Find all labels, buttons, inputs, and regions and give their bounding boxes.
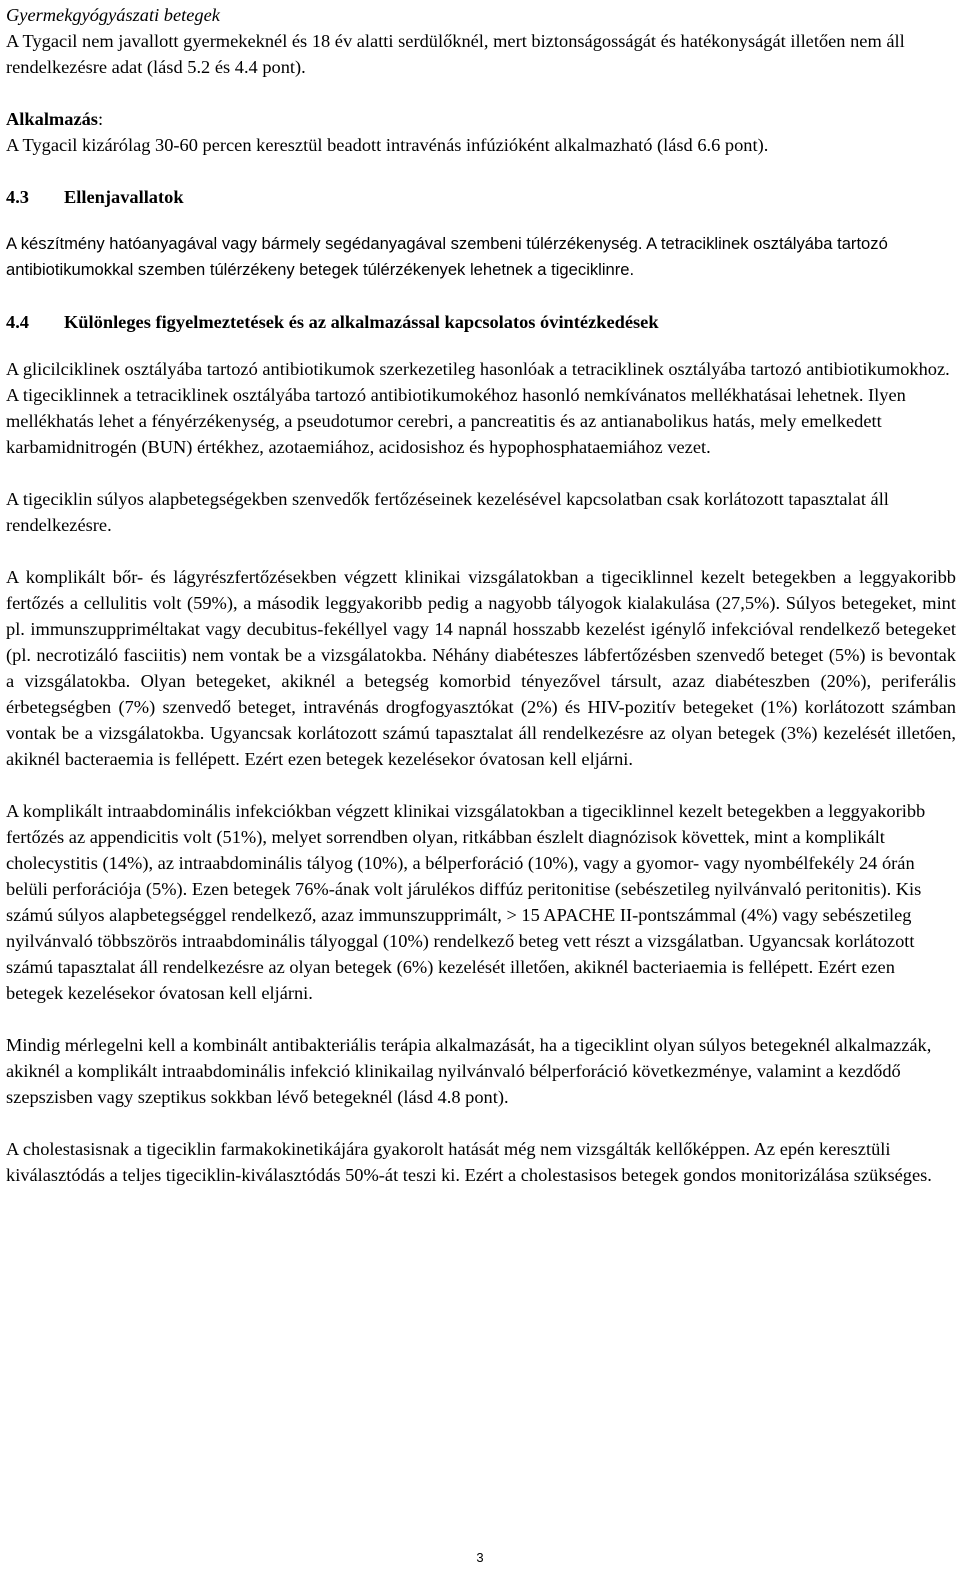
section-number: 4.4	[6, 312, 29, 332]
administration-colon: :	[97, 109, 104, 129]
page-number: 3	[476, 1550, 484, 1565]
section-number: 4.3	[6, 187, 29, 207]
administration-text: A Tygacil kizárólag 30-60 percen keresztül beadott intravénás infúzióként alkalmazható (lásd 6.6 pont).	[6, 135, 769, 155]
section-heading-4-3	[6, 184, 956, 210]
warnings-paragraph: A glicilciklinek osztályába tartozó antibiotikumok szerkezetileg hasonlóak a tetraciklinek osztályába tartozó antibiotikumokhoz. A tigeciklinnek a tetraciklinek osztályába tartozó antibiotikumokéhoz hasonló nemkívánatos mellékhatásai lehetnek. Ilyen mellékhatás lehet a fényérzékenység, a pseudotumor cerebri, a pancreatitis és az antianabolikus hatás, mely emelkedett karbamidnitrogén (BUN) értékhez, azotaemiához, acidosishoz és hypophosphataemiához vezet.	[6, 359, 950, 457]
warnings-paragraph: A cholestasisnak a tigeciklin farmakokinetikájára gyakorolt hatását még nem vizsgálták kellőképpen. Az epén keresztüli kiválasztódás a teljes tigeciklin-kiválasztódás 50%-át teszi ki. Ezért a cholestasisos betegek gondos monitorizálása szükséges.	[6, 1139, 932, 1185]
administration-label: Alkalmazás	[6, 109, 98, 129]
pediatric-heading: Gyermekgyógyászati betegek	[6, 5, 220, 25]
warnings-paragraph: A tigeciklin súlyos alapbetegségekben szenvedők fertőzéseinek kezelésével kapcsolatban csak korlátozott tapasztalat áll rendelkezésre.	[6, 489, 889, 535]
section-heading-4-4	[6, 309, 956, 335]
warnings-paragraph: Mindig mérlegelni kell a kombinált antibakteriális terápia alkalmazását, ha a tigeciklint olyan súlyos betegeknél alkalmazzák, akiknél a komplikált intraabdominális infekció klinikailag nyilvánvaló bélperforáció következménye, valamint a kezdődő szepszisben vagy szeptikus sokkban lévő betegeknél (lásd 4.8 pont).	[6, 1035, 932, 1107]
warnings-paragraph: A komplikált bőr- és lágyrészfertőzésekben végzett klinikai vizsgálatokban a tigeciklinnel kezelt betegekben a leggyakoribb fertőzés a cellulitis volt (59%), a második leggyakoribb pedig a nagyobb tályogok kialakulása (27,5%). Súlyos betegeket, mint pl. immunszuppriméltakat vagy decubitus-fekéllyel vagy 14 napnál hosszabb kezelést igénylő infekcióval rendelkező betegeket (pl. necrotizáló fasciitis) nem vontak be a vizsgálatokba. Néhány diabéteszes lábfertőzésben szenvedő beteget (5%) is bevontak a vizsgálatokba. Olyan betegeket, akiknél a betegség komorbid tényezővel társult, azaz diabéteszben (20%), periferális érbetegségben (7%) szenvedő beteget, intravénás drogfogyasztókat (2%) és HIV-pozitív betegeket (1%) korlátozott számban vontak be a vizsgálatokba. Ugyancsak korlátozott számú tapasztalat áll rendelkezésre az olyan betegek (3%) kezelését illetően, akiknél bacteraemia is fellépett. Ezért ezen betegek kezelésekor óvatosan kell eljárni.	[6, 567, 956, 769]
contraindications-text: A készítmény hatóanyagával vagy bármely segédanyagával szembeni túlérzékenység. A tetraciklinek osztályába tartozó antibiotikumokkal szemben túlérzékeny betegek túlérzékenyek lehetnek a tigeciklinre.	[6, 234, 888, 279]
warnings-paragraph: A komplikált intraabdominális infekciókban végzett klinikai vizsgálatokban a tigeciklinnel kezelt betegekben a leggyakoribb fertőzés az appendicitis volt (51%), melyet sorrendben olyan, ritkábban észlelt diagnózisok követtek, mint a komplikált cholecystitis (14%), az intraabdominális tályog (10%), a bélperforáció (10%), vagy a gyomor- vagy nyombélfekély 24 órán belüli perforációja (5%). Ezen betegek 76%-ának volt járulékos diffúz peritonitise (sebészetileg nyilvánvaló peritonitis). Kis számú súlyos alapbetegséggel rendelkező, azaz immunszupprimált, > 15 APACHE II-pontszámmal (4%) vagy sebészetileg nyilvánvaló többszörös intraabdominális tályoggal (10%) rendelkező beteg vett részt a vizsgálatban. Ugyancsak korlátozott számú tapasztalat áll rendelkezésre az olyan betegek (6%) kezelését illetően, akiknél bacteriaemia is fellépett. Ezért ezen betegek kezelésekor óvatosan kell eljárni.	[6, 801, 926, 1003]
pediatric-text: A Tygacil nem javallott gyermekeknél és 18 év alatti serdülőknél, mert biztonságosságát és hatékonyságát illetően nem áll rendelkezésre adat (lásd 5.2 és 4.4 pont).	[6, 31, 905, 77]
section-title: Különleges figyelmeztetések és az alkalmazással kapcsolatos óvintézkedések	[64, 312, 659, 332]
document-page	[6, 2, 956, 1188]
section-title: Ellenjavallatok	[64, 187, 184, 207]
administration-paragraph	[6, 106, 956, 132]
